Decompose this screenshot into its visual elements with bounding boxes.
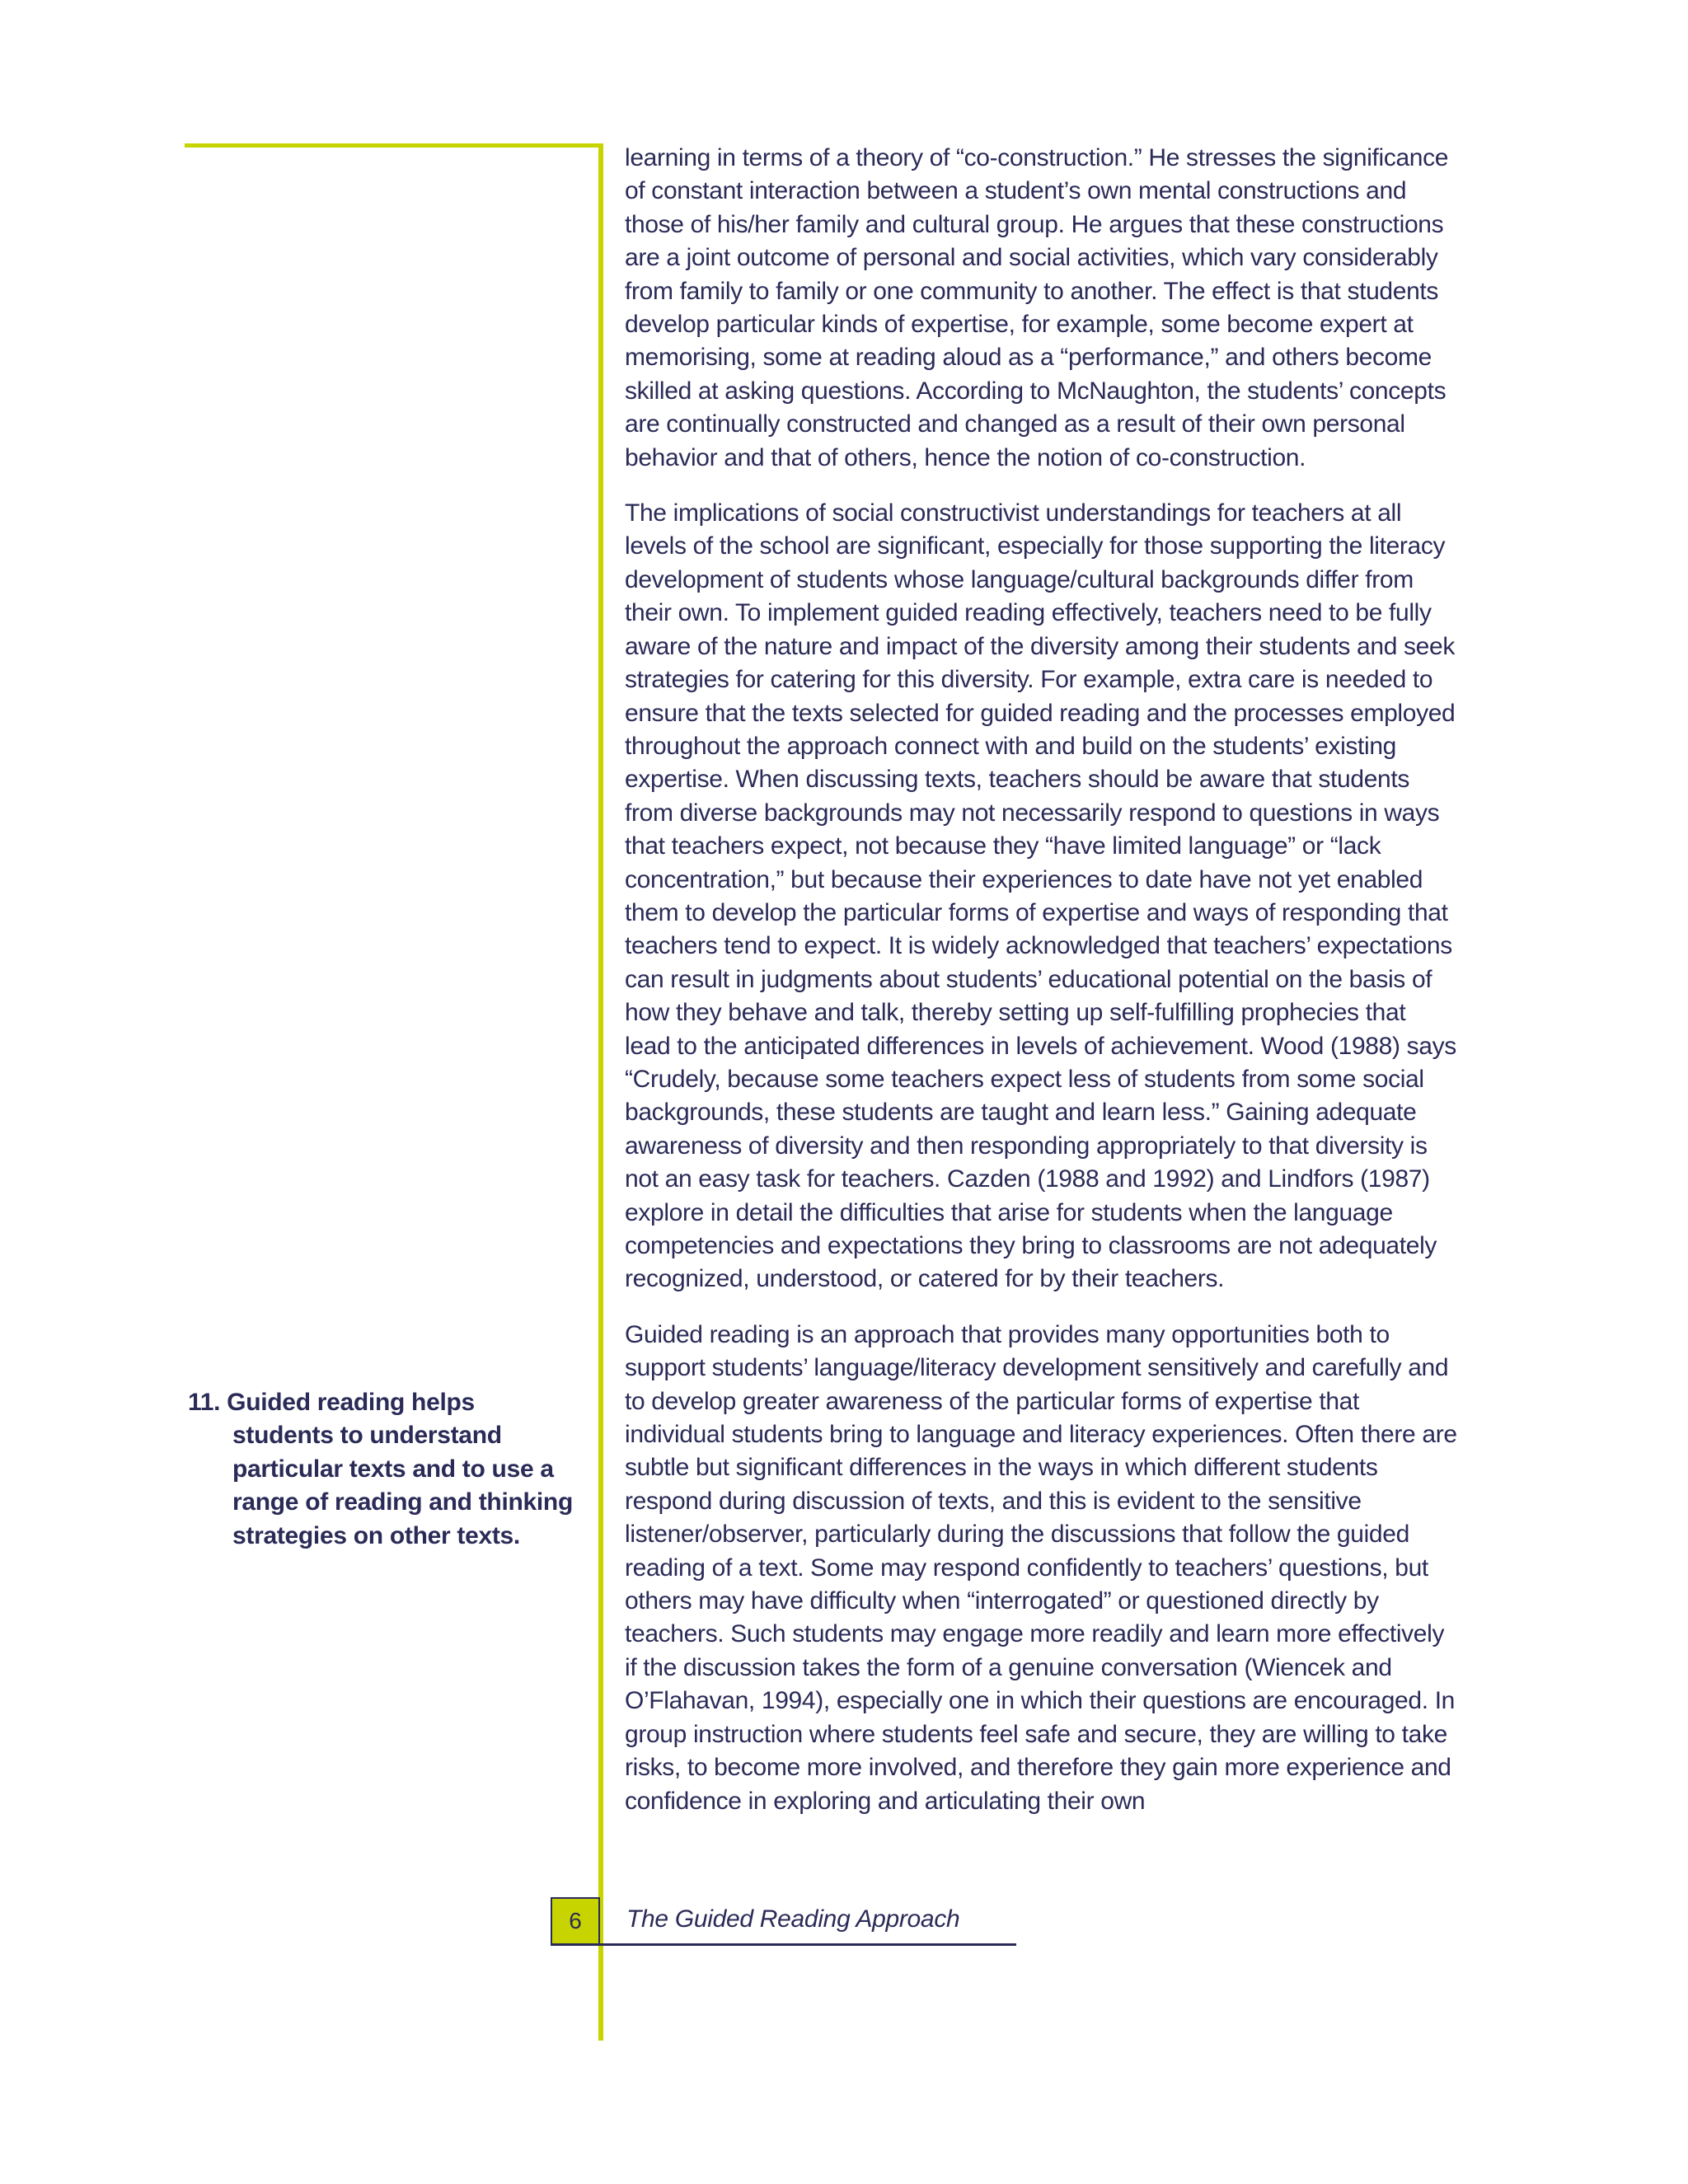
footer-rule [551, 1943, 1016, 1946]
vertical-accent-rule [598, 143, 603, 2041]
page-number: 6 [551, 1897, 600, 1945]
running-footer-title: The Guided Reading Approach [626, 1905, 960, 1933]
body-paragraph-1: learning in terms of a theory of “co-construction.” He stresses the significance of constant interaction between a student’s own mental constructions and those of his/her family and cultural group. He argues that these constructions are a joint outcome of personal and social activities, which vary considerably from family to family or one community to another. The effect is that students develop particular kinds of expertise, for example, some become expert at memorising, some at reading aloud as a “performance,” and others become skilled at asking questions. According to McNaughton, the students’ concepts are continually constructed and changed as a result of their own personal behavior and that of others, hence the notion of co-construction. [625, 144, 1449, 471]
body-paragraph-3: Guided reading is an approach that provides many opportunities both to support students’ language/literacy development sensitively and carefully and to develop greater awareness of the particular forms of expertise that individual students bring to language and literacy experiences. Often there are subtle but significant differences in the ways in which different students respond during discussion of texts, and this is evident to the sensitive listener/observer, particularly during the discussions that follow the guided reading of a text. Some may respond confidently to teachers’ questions, but others may have difficulty when “interrogated” or questioned directly by teachers. Such students may engage more readily and learn more effectively if the discussion takes the form of a genuine conversation (Wiencek and O’Flahavan, 1994), especially one in which their questions are encouraged. In group instruction where students feel safe and secure, they are willing to take risks, to become more involved, and therefore they gain more experience and confidence in exploring and articulating their own [625, 1320, 1457, 1815]
top-accent-rule [185, 143, 602, 148]
body-paragraph-2: The implications of social constructivist understandings for teachers at all levels of the school are significant, especially for those supporting the literacy development of students whose language/cultural backgrounds differ from their own. To implement guided reading effectively, teachers need to be fully aware of the nature and impact of the diversity among their students and seek strategies for catering for this diversity. For example, extra care is needed to ensure that the texts selected for guided reading and the processes employed throughout the approach connect with and build on the students’ existing expertise. When discussing texts, teachers should be aware that students from diverse backgrounds may not necessarily respond to questions in ways that teachers expect, not because they “have limited language” or “lack concentration,” but because their experiences to date have not yet enabled them to develop the particular forms of expertise and ways of responding that teachers tend to expect. It is widely acknowledged that teachers’ expectations can result in judgments about students’ educational potential on the basis of how they behave and talk, thereby setting up self-fulfilling prophecies that lead to the anticipated differences in levels of achievement. Wood (1988) says “Crudely, because some teachers expect less of students from some social backgrounds, these students are taught and learn less.” Gaining adequate awareness of diversity and then responding appropriately to that diversity is not an easy task for teachers. Cazden (1988 and 1992) and Lindfors (1987) explore in detail the difficulties that arise for students when the language competencies and expectations they bring to classrooms are not adequately recognized, understood, or catered for by their teachers. [625, 499, 1456, 1293]
main-text-column [625, 142, 1457, 1840]
margin-note-11: 11. Guided reading helps students to understand particular texts and to use a range of reading and thinking strategies on other texts. [188, 1389, 573, 1549]
